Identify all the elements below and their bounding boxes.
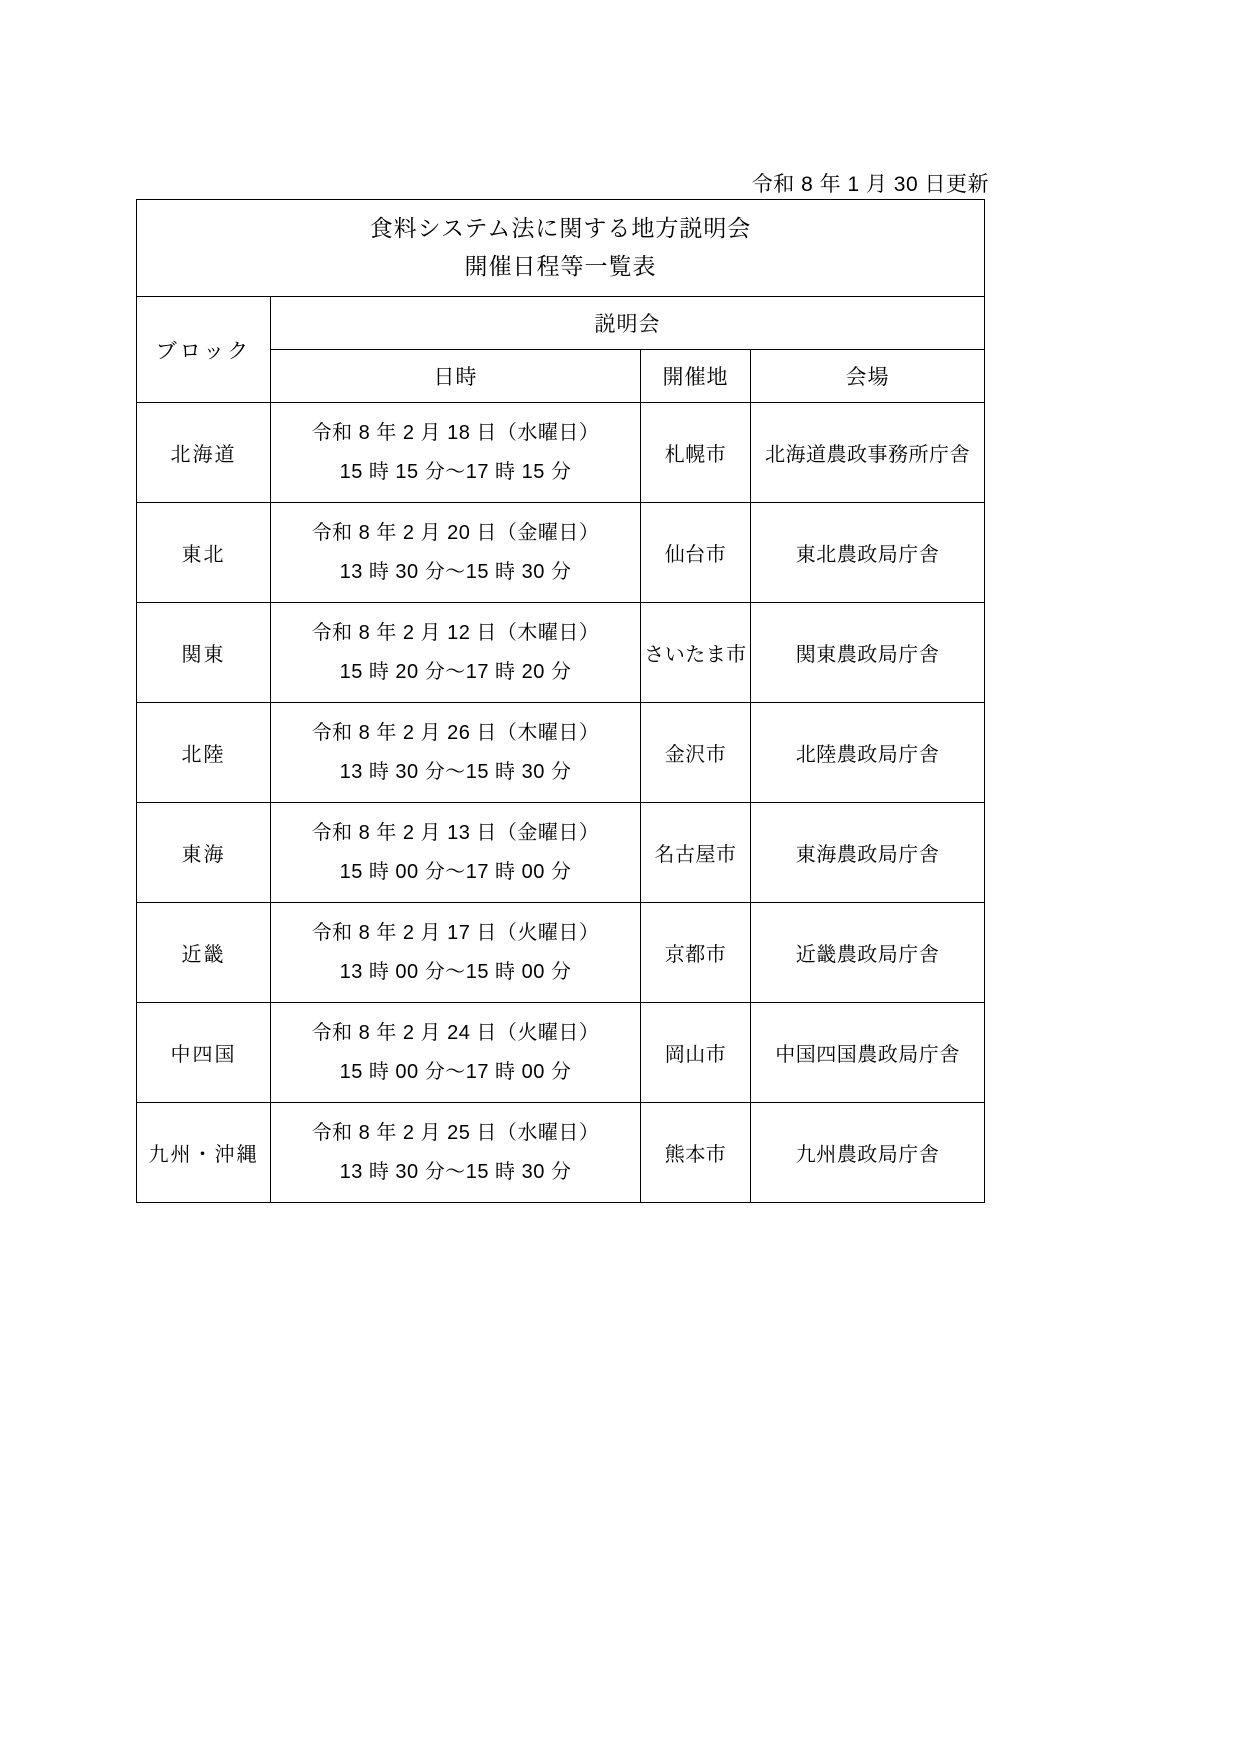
cell-city: さいたま市	[641, 603, 751, 703]
schedule-table-container	[136, 199, 984, 1203]
datetime-time: 15 時 20 分～17 時 20 分	[339, 660, 572, 683]
column-header-block: ブロック	[137, 297, 271, 403]
title-line-2: 開催日程等一覧表	[464, 253, 657, 279]
table-row	[137, 1103, 985, 1203]
cell-datetime	[271, 903, 641, 1003]
datetime-time: 13 時 30 分～15 時 30 分	[339, 560, 572, 583]
table-row	[137, 1003, 985, 1103]
title-line-1: 食料システム法に関する地方説明会	[369, 215, 752, 242]
header-group-row	[137, 297, 985, 350]
datetime-date: 令和 8 年 2 月 20 日（金曜日）	[311, 521, 600, 544]
cell-city: 札幌市	[641, 403, 751, 503]
datetime-date: 令和 8 年 2 月 18 日（水曜日）	[311, 421, 600, 444]
datetime-time: 15 時 00 分～17 時 00 分	[339, 860, 572, 883]
cell-block: 近畿	[137, 903, 271, 1003]
datetime-time: 13 時 30 分～15 時 30 分	[339, 1160, 572, 1183]
datetime-date: 令和 8 年 2 月 25 日（水曜日）	[311, 1121, 600, 1144]
cell-venue: 中国四国農政局庁舎	[751, 1003, 985, 1103]
update-stamp: 令和 8 年 1 月 30 日更新	[751, 173, 989, 196]
cell-datetime	[271, 403, 641, 503]
cell-block: 中四国	[137, 1003, 271, 1103]
cell-city: 熊本市	[641, 1103, 751, 1203]
cell-city: 金沢市	[641, 703, 751, 803]
table-row	[137, 903, 985, 1003]
cell-block: 東海	[137, 803, 271, 903]
table-row	[137, 403, 985, 503]
column-header-datetime: 日時	[271, 350, 641, 403]
cell-venue: 近畿農政局庁舎	[751, 903, 985, 1003]
cell-datetime	[271, 603, 641, 703]
table-row	[137, 503, 985, 603]
cell-block: 北海道	[137, 403, 271, 503]
datetime-date: 令和 8 年 2 月 17 日（火曜日）	[311, 921, 600, 944]
cell-venue: 北陸農政局庁舎	[751, 703, 985, 803]
cell-city: 岡山市	[641, 1003, 751, 1103]
cell-venue: 九州農政局庁舎	[751, 1103, 985, 1203]
cell-datetime	[271, 803, 641, 903]
cell-block: 九州・沖縄	[137, 1103, 271, 1203]
datetime-time: 13 時 00 分～15 時 00 分	[339, 960, 572, 983]
cell-venue: 北海道農政事務所庁舎	[751, 403, 985, 503]
cell-city: 京都市	[641, 903, 751, 1003]
column-header-group: 説明会	[271, 297, 985, 350]
cell-datetime	[271, 503, 641, 603]
table-row	[137, 703, 985, 803]
datetime-time: 13 時 30 分～15 時 30 分	[339, 760, 572, 783]
cell-venue: 東海農政局庁舎	[751, 803, 985, 903]
cell-venue: 東北農政局庁舎	[751, 503, 985, 603]
column-header-city: 開催地	[641, 350, 751, 403]
cell-datetime	[271, 703, 641, 803]
cell-city: 名古屋市	[641, 803, 751, 903]
cell-block: 東北	[137, 503, 271, 603]
datetime-time: 15 時 00 分～17 時 00 分	[339, 1060, 572, 1083]
cell-datetime	[271, 1003, 641, 1103]
datetime-time: 15 時 15 分～17 時 15 分	[339, 460, 572, 483]
schedule-table	[136, 199, 985, 1203]
cell-block: 関東	[137, 603, 271, 703]
cell-city: 仙台市	[641, 503, 751, 603]
column-header-venue: 会場	[751, 350, 985, 403]
datetime-date: 令和 8 年 2 月 13 日（金曜日）	[311, 821, 600, 844]
table-body	[137, 403, 985, 1203]
cell-venue: 関東農政局庁舎	[751, 603, 985, 703]
table-row	[137, 803, 985, 903]
table-head	[137, 200, 985, 403]
datetime-date: 令和 8 年 2 月 24 日（火曜日）	[311, 1021, 600, 1044]
title-row	[137, 200, 985, 297]
datetime-date: 令和 8 年 2 月 12 日（木曜日）	[311, 621, 600, 644]
cell-datetime	[271, 1103, 641, 1203]
page-title	[137, 200, 985, 297]
datetime-date: 令和 8 年 2 月 26 日（木曜日）	[311, 721, 600, 744]
cell-block: 北陸	[137, 703, 271, 803]
table-row	[137, 603, 985, 703]
